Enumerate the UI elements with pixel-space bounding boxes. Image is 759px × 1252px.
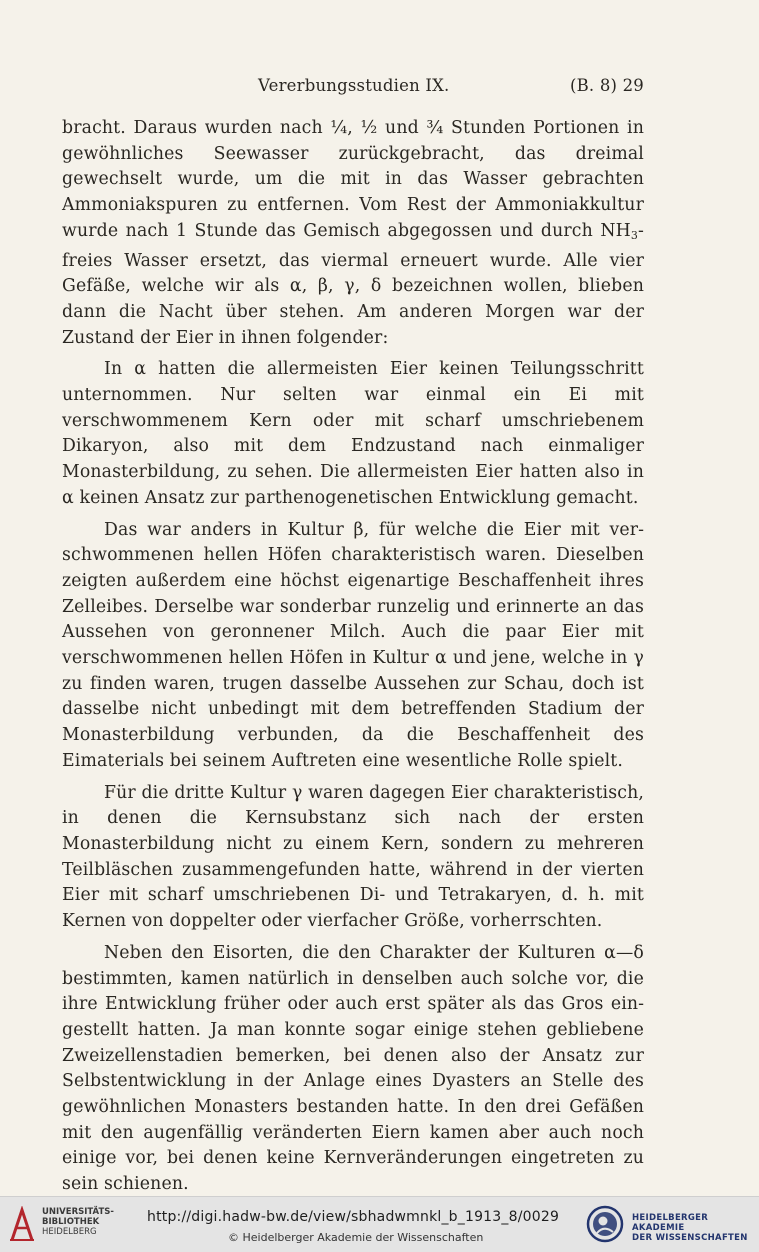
subscript-3: 3 <box>630 228 638 242</box>
academy-line-1: HEIDELBERGER AKADEMIE <box>632 1213 709 1233</box>
page-reference: (B. 8) 29 <box>569 76 644 95</box>
library-line-3: HEIDELBERG <box>42 1227 97 1237</box>
academy-line-2: DER WISSENSCHAFTEN <box>632 1233 748 1243</box>
permalink-url[interactable]: http://digi.hadw-bw.de/view/sbhadwmnkl_b_1913_8/0029 <box>147 1209 560 1225</box>
paragraph-5: Neben den Eisorten, die den Charakter der Kulturen α—δ bestimmten, kamen natürlich in denselben auch solche vor, die ihre Entwicklung früher oder auch erst später als das Gros eingestellt hatten. Ja man konnte sogar einige stehen gebliebene Zweizellenstadien bemerken, bei denen also der Ansatz zur Selbstentwicklung in der Anlage eines Dyasters an Stelle des gewöhnlichen Monasters bestanden hatte. In den drei Gefäßen mit den augenfällig veränderten Eiern kamen aber auch noch einige vor, bei denen keine Kernveränderungen eingetreten zu sein schienen. <box>62 942 644 1195</box>
body-text <box>62 116 644 1198</box>
paragraph-3: Das war anders in Kultur β, für welche die Eier mit verschwommenen hellen Höfen charakteristisch waren. Dieselben zeigten außerdem eine höchst eigenartige Beschaffenheit ihres Zelleibes. Derselbe war sonderbar runzelig und erinnerte an das Aussehen von geronnener Milch. Auch die paar Eier mit verschwommenen hellen Höfen in Kultur α und jene, welche in γ zu finden waren, trugen dasselbe Aussehen zur Schau, doch ist dasselbe nicht unbedingt mit dem betreffenden Stadium der Monasterbildung verbunden, da die Beschaffenheit des Eimaterials bei seinem Auftreten eine wesentliche Rolle spielt. <box>62 519 644 771</box>
running-title: Vererbungsstudien IX. <box>258 76 450 95</box>
footer-bar <box>0 1196 759 1252</box>
paragraph-1-text: bracht. Daraus wurden nach ¼, ½ und ¾ Stunden Portionen in gewöhnliches Seewasser zurückgebracht, das dreimal gewechselt wurde, um die mit in das Wasser gebrachten Ammoniakspuren zu entfernen. Vom Rest der Ammoniakkultur wurde nach 1 Stunde das Gemisch abgegossen und durch NH <box>62 118 644 241</box>
library-logo-icon[interactable] <box>8 1206 36 1242</box>
paragraph-2: In α hatten die allermeisten Eier keinen Teilungsschritt unternommen. Nur selten war einmal ein Ei mit verschwommenem Kern oder mit scharf umschriebenem Dikaryon, also mit dem Endzustand nach einmaliger Monasterbildung, zu sehen. Die allermeisten Eier hatten also in α keinen Ansatz zur parthenogenetischen Entwicklung gemacht. <box>62 359 644 508</box>
copyright-notice: © Heidelberger Akademie der Wissenschaften <box>228 1231 484 1244</box>
academy-name[interactable] <box>632 1213 759 1243</box>
library-line-2: BIBLIOTHEK <box>42 1217 100 1227</box>
running-head <box>62 76 644 100</box>
paragraph-1 <box>62 116 644 351</box>
library-line-1: UNIVERSITÄTS- <box>42 1207 114 1217</box>
library-name[interactable] <box>42 1207 114 1237</box>
academy-seal-icon[interactable] <box>586 1205 624 1243</box>
paragraph-1-text-cont: -freies Wasser ersetzt, das viermal erneuert wurde. Alle vier Gefäße, welche wir als α, β, γ, δ bezeichnen wollen, blieben dann die Nacht über stehen. Am anderen Morgen war der Zustand der Eier in ihnen folgender: <box>62 220 644 348</box>
paragraph-4: Für die dritte Kultur γ waren dagegen Eier charakteristisch, in denen die Kernsubstanz sich nach der ersten Monasterbildung nicht zu einem Kern, sondern zu mehreren Teilbläschen zusammengefunden hatte, während in der vierten Eier mit scharf umschriebenen Di- und Tetrakaryen, d. h. mit Kernen von doppelter oder vierfacher Größe, vorherrschten. <box>62 782 644 932</box>
